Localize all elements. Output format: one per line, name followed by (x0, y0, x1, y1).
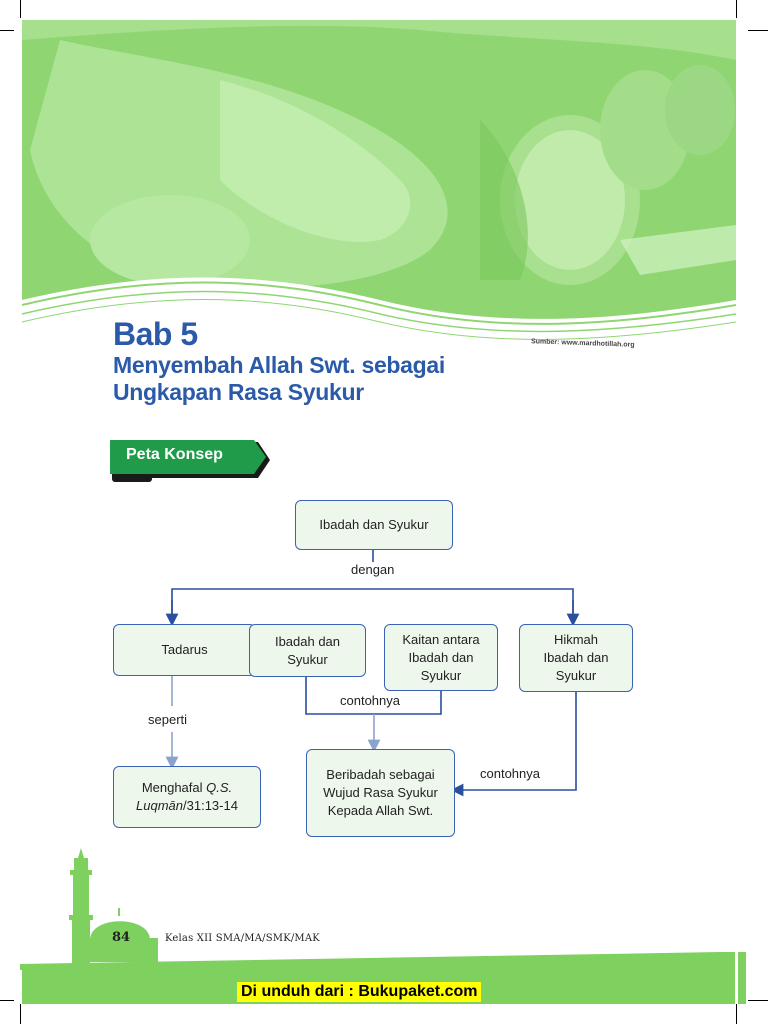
chapter-number: Bab 5 (113, 316, 198, 352)
node-text: Ibadah dan Syukur (319, 517, 429, 532)
label-contohnya-middle: contohnya (340, 693, 400, 708)
node-text: Tadarus (161, 642, 208, 657)
label-seperti: seperti (148, 712, 188, 727)
class-level-text: Kelas XII SMA/MA/SMK/MAK (165, 933, 320, 944)
image-source-caption: Sumber: www.mardhotillah.org (530, 338, 635, 349)
node-kaitan-ibadah-syukur (384, 624, 498, 691)
node-menghafal-luqman (113, 766, 261, 828)
verse-ref-text: /31:13-14 (183, 798, 238, 813)
label-contohnya-right: contohnya (480, 766, 540, 781)
page-number: 84 (112, 930, 131, 945)
download-source-link[interactable]: Di unduh dari : Bukupaket.com (237, 982, 481, 1002)
label-dengan: dengan (351, 562, 395, 577)
node-text: Ibadah dan Syukur (274, 633, 341, 667)
chapter-title-line-1: Menyembah Allah Swt. sebagai (113, 352, 446, 378)
node-ibadah-dan-syukur (249, 624, 366, 677)
node-text: Hikmah Ibadah dan Syukur (543, 632, 609, 683)
node-text: Kaitan antara Ibadah dan Syukur (402, 631, 480, 683)
node-ibadah-dan-syukur-root (295, 500, 453, 550)
node-text (136, 779, 238, 815)
node-tadarus (113, 624, 256, 676)
peta-konsep-label: Peta Konsep (126, 446, 223, 463)
chapter-title-line-2: Ungkapan Rasa Syukur (113, 379, 364, 405)
node-text: Beribadah sebagai Wujud Rasa Syukur Kepada Allah Swt. (323, 767, 438, 818)
menghafal-text: Menghafal (141, 780, 207, 795)
node-hikmah-ibadah-syukur (519, 624, 633, 692)
qs-text: Q.S. (206, 780, 233, 795)
luqman-text: Luqmān (136, 798, 184, 813)
